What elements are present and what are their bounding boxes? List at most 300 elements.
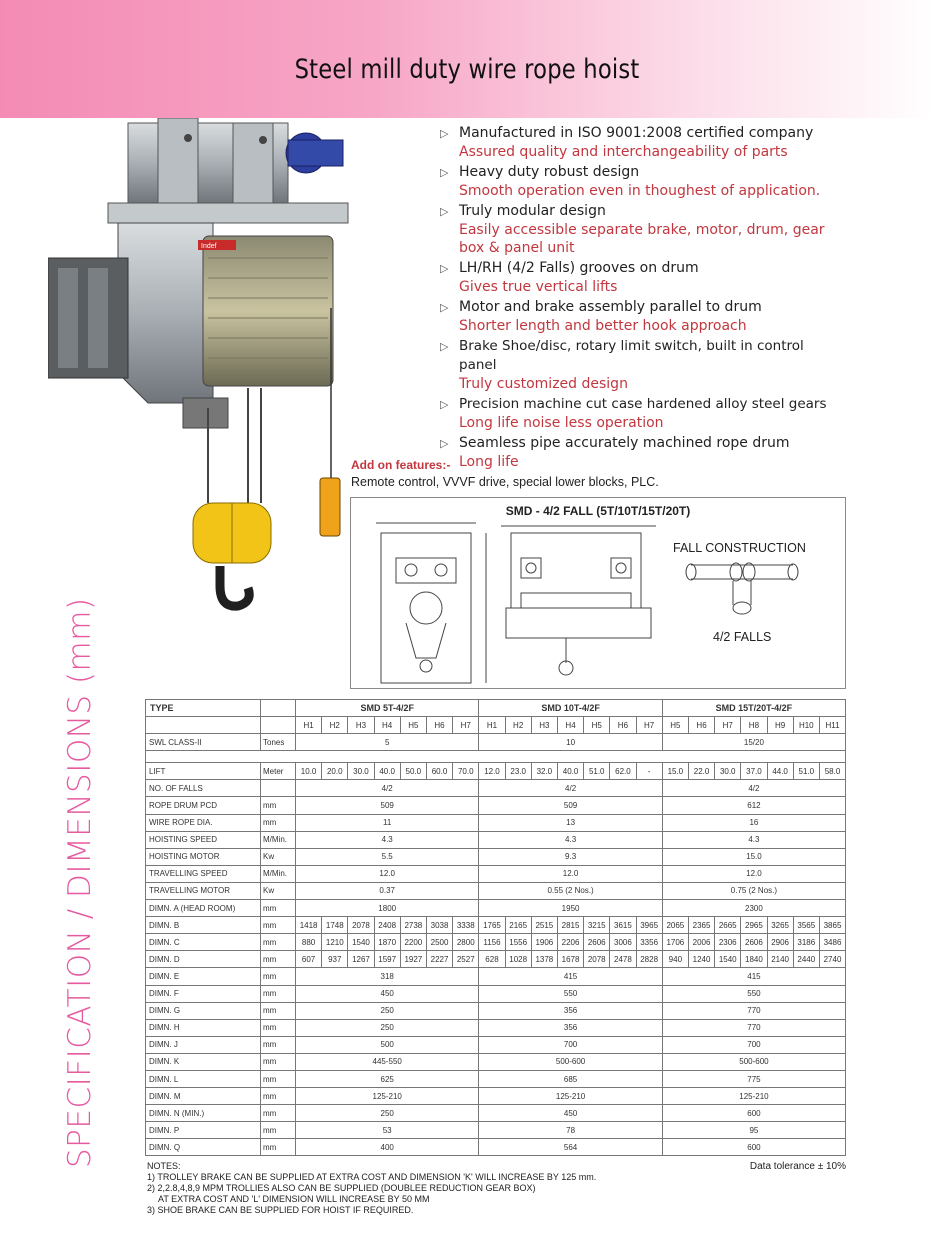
- table-row: [146, 780, 846, 797]
- value-cell: 625: [296, 1070, 479, 1087]
- group-header: SMD 15T/20T-4/2F: [662, 700, 845, 717]
- value-cell: 51.0: [584, 763, 610, 780]
- table-row: [146, 1002, 846, 1019]
- type-header: TYPE: [146, 700, 261, 717]
- table-row: [146, 831, 846, 848]
- feature-list: [440, 124, 840, 473]
- row-label: WIRE ROPE DIA.: [146, 814, 261, 831]
- row-unit: Kw: [261, 882, 296, 899]
- table-row: [146, 968, 846, 985]
- value-cell: 2740: [819, 951, 845, 968]
- value-cell: 3338: [453, 917, 479, 934]
- height-code-header: H8: [741, 717, 767, 734]
- row-unit: M/Min.: [261, 865, 296, 882]
- value-cell: 70.0: [453, 763, 479, 780]
- value-cell: 12.0: [479, 763, 505, 780]
- value-cell: 509: [296, 797, 479, 814]
- value-cell: 775: [662, 1070, 845, 1087]
- table-subheader-row: [146, 717, 846, 734]
- side-title: SPECIFICATION / DIMENSIONS (mm): [62, 597, 98, 1168]
- table-row: [146, 1019, 846, 1036]
- triangle-bullet-icon: ▷: [440, 128, 449, 140]
- fall-construction-drawing: [681, 560, 811, 620]
- row-label: DIMN. M: [146, 1088, 261, 1105]
- value-cell: 318: [296, 968, 479, 985]
- row-label: NO. OF FALLS: [146, 780, 261, 797]
- value-cell: 1870: [374, 934, 400, 951]
- feature-item: [440, 124, 840, 161]
- value-cell: 1950: [479, 900, 662, 917]
- value-cell: 2300: [662, 900, 845, 917]
- row-unit: mm: [261, 1002, 296, 1019]
- value-cell: 125-210: [479, 1088, 662, 1105]
- feature-item: [440, 298, 840, 335]
- value-cell: -: [636, 763, 662, 780]
- value-cell: 62.0: [610, 763, 636, 780]
- value-cell: 1748: [322, 917, 348, 934]
- value-cell: 10: [479, 734, 662, 751]
- feature-title: Truly modular design: [459, 203, 606, 219]
- note-line: 1) TROLLEY BRAKE CAN BE SUPPLIED AT EXTRA COST AND DIMENSION 'K' WILL INCREASE BY 125 mm.: [147, 1172, 597, 1182]
- height-code-header: H7: [636, 717, 662, 734]
- feature-title: Heavy duty robust design: [459, 164, 640, 180]
- value-cell: 2078: [584, 951, 610, 968]
- row-label: HOISTING MOTOR: [146, 848, 261, 865]
- table-row: [146, 1053, 846, 1070]
- row-unit: mm: [261, 1105, 296, 1122]
- height-code-header: H10: [793, 717, 819, 734]
- table-row: [146, 951, 846, 968]
- subheader-blank: [261, 717, 296, 734]
- value-cell: 612: [662, 797, 845, 814]
- value-cell: 50.0: [400, 763, 426, 780]
- triangle-bullet-icon: ▷: [440, 341, 449, 353]
- page-title: Steel mill duty wire rope hoist: [294, 54, 640, 85]
- value-cell: 2800: [453, 934, 479, 951]
- value-cell: 700: [479, 1036, 662, 1053]
- height-code-header: H5: [662, 717, 688, 734]
- value-cell: 11: [296, 814, 479, 831]
- value-cell: 1210: [322, 934, 348, 951]
- dimension-diagram: [350, 497, 846, 689]
- row-unit: [261, 780, 296, 797]
- value-cell: 125-210: [296, 1088, 479, 1105]
- row-unit: mm: [261, 1036, 296, 1053]
- value-cell: 685: [479, 1070, 662, 1087]
- row-unit: Meter: [261, 763, 296, 780]
- fall-construction-title: FALL CONSTRUCTION: [673, 541, 806, 555]
- hoist-product-image: [48, 118, 368, 618]
- value-cell: 445-550: [296, 1053, 479, 1070]
- value-cell: 2165: [505, 917, 531, 934]
- row-unit: mm: [261, 1053, 296, 1070]
- value-cell: 1678: [557, 951, 583, 968]
- value-cell: 15.0: [662, 763, 688, 780]
- feature-benefit: Gives true vertical lifts: [459, 279, 618, 295]
- table-row: [146, 763, 846, 780]
- value-cell: 44.0: [767, 763, 793, 780]
- table-row: [146, 734, 846, 751]
- value-cell: 1706: [662, 934, 688, 951]
- value-cell: 2200: [400, 934, 426, 951]
- value-cell: 13: [479, 814, 662, 831]
- table-row: [146, 1070, 846, 1087]
- value-cell: 2140: [767, 951, 793, 968]
- row-label: ROPE DRUM PCD: [146, 797, 261, 814]
- value-cell: 4.3: [479, 831, 662, 848]
- fall-construction-label: 4/2 FALLS: [713, 630, 772, 644]
- value-cell: 500: [296, 1036, 479, 1053]
- triangle-bullet-icon: ▷: [440, 167, 449, 179]
- value-cell: 3006: [610, 934, 636, 951]
- value-cell: 2515: [531, 917, 557, 934]
- value-cell: 2815: [557, 917, 583, 934]
- hoist-trolley-frame: [128, 118, 288, 213]
- table-row: [146, 934, 846, 951]
- value-cell: 250: [296, 1002, 479, 1019]
- value-cell: 30.0: [348, 763, 374, 780]
- row-unit: mm: [261, 797, 296, 814]
- feature-item: [440, 395, 840, 432]
- row-label: DIMN. E: [146, 968, 261, 985]
- triangle-bullet-icon: ▷: [440, 302, 449, 314]
- value-cell: 550: [662, 985, 845, 1002]
- row-label: DIMN. K: [146, 1053, 261, 1070]
- value-cell: 2440: [793, 951, 819, 968]
- row-unit: mm: [261, 1019, 296, 1036]
- row-label: DIMN. C: [146, 934, 261, 951]
- value-cell: 628: [479, 951, 505, 968]
- table-row: [146, 865, 846, 882]
- value-cell: 58.0: [819, 763, 845, 780]
- value-cell: 2078: [348, 917, 374, 934]
- value-cell: 1927: [400, 951, 426, 968]
- row-label: SWL CLASS-II: [146, 734, 261, 751]
- height-code-header: H9: [767, 717, 793, 734]
- value-cell: 1418: [296, 917, 322, 934]
- feature-benefit: Smooth operation even in thoughest of application.: [459, 183, 821, 199]
- value-cell: 4/2: [296, 780, 479, 797]
- value-cell: 400: [296, 1139, 479, 1156]
- height-code-header: H1: [479, 717, 505, 734]
- height-code-header: H6: [610, 717, 636, 734]
- height-code-header: H6: [688, 717, 714, 734]
- row-unit: mm: [261, 814, 296, 831]
- row-label: DIMN. H: [146, 1019, 261, 1036]
- row-label: DIMN. L: [146, 1070, 261, 1087]
- table-row: [146, 1139, 846, 1156]
- value-cell: 9.3: [479, 848, 662, 865]
- value-cell: 78: [479, 1122, 662, 1139]
- feature-item: [440, 259, 840, 296]
- feature-title: Motor and brake assembly parallel to drum: [459, 299, 762, 315]
- value-cell: 0.55 (2 Nos.): [479, 882, 662, 899]
- value-cell: 12.0: [296, 865, 479, 882]
- unit-header: [261, 700, 296, 717]
- value-cell: 940: [662, 951, 688, 968]
- value-cell: 40.0: [557, 763, 583, 780]
- value-cell: 600: [662, 1139, 845, 1156]
- height-code-header: H7: [715, 717, 741, 734]
- specification-table: [145, 699, 846, 1156]
- table-row: [146, 797, 846, 814]
- value-cell: 1906: [531, 934, 557, 951]
- value-cell: 2606: [741, 934, 767, 951]
- value-cell: 1378: [531, 951, 557, 968]
- table-row: [146, 751, 846, 763]
- value-cell: 770: [662, 1019, 845, 1036]
- value-cell: 4/2: [479, 780, 662, 797]
- brand-plate: Indef: [201, 243, 217, 250]
- value-cell: 4.3: [662, 831, 845, 848]
- value-cell: 700: [662, 1036, 845, 1053]
- row-unit: mm: [261, 951, 296, 968]
- row-label: DIMN. F: [146, 985, 261, 1002]
- diagram-title: SMD - 4/2 FALL (5T/10T/15T/20T): [505, 504, 691, 518]
- value-cell: 2965: [741, 917, 767, 934]
- value-cell: 1597: [374, 951, 400, 968]
- value-cell: 51.0: [793, 763, 819, 780]
- value-cell: 3356: [636, 934, 662, 951]
- value-cell: 250: [296, 1019, 479, 1036]
- row-unit: mm: [261, 934, 296, 951]
- note-line: AT EXTRA COST AND 'L' DIMENSION WILL INCREASE BY 50 MM: [158, 1194, 430, 1204]
- value-cell: 1156: [479, 934, 505, 951]
- value-cell: 2606: [584, 934, 610, 951]
- value-cell: 250: [296, 1105, 479, 1122]
- row-unit: mm: [261, 1088, 296, 1105]
- value-cell: 500-600: [662, 1053, 845, 1070]
- row-label: TRAVELLING SPEED: [146, 865, 261, 882]
- height-code-header: H2: [505, 717, 531, 734]
- value-cell: 3215: [584, 917, 610, 934]
- header-banner: [0, 0, 934, 118]
- height-code-header: H5: [584, 717, 610, 734]
- value-cell: 15.0: [662, 848, 845, 865]
- bottom-block: [193, 503, 271, 606]
- value-cell: 607: [296, 951, 322, 968]
- feature-benefit: Long life: [459, 454, 519, 470]
- value-cell: 2500: [426, 934, 452, 951]
- row-unit: mm: [261, 1070, 296, 1087]
- value-cell: 564: [479, 1139, 662, 1156]
- feature-benefit: Easily accessible separate brake, motor, drum, gear box & panel unit: [459, 222, 825, 256]
- row-unit: mm: [261, 1139, 296, 1156]
- value-cell: 0.37: [296, 882, 479, 899]
- value-cell: 12.0: [662, 865, 845, 882]
- value-cell: 53: [296, 1122, 479, 1139]
- feature-title: LH/RH (4/2 Falls) grooves on drum: [459, 260, 699, 276]
- triangle-bullet-icon: ▷: [440, 206, 449, 218]
- subheader-blank: [146, 717, 261, 734]
- row-label: DIMN. P: [146, 1122, 261, 1139]
- value-cell: 22.0: [688, 763, 714, 780]
- group-header: SMD 10T-4/2F: [479, 700, 662, 717]
- value-cell: 0.75 (2 Nos.): [662, 882, 845, 899]
- value-cell: 40.0: [374, 763, 400, 780]
- table-body: [146, 734, 846, 1156]
- value-cell: 1840: [741, 951, 767, 968]
- note-line: 2) 2,2.8,4,8,9 MPM TROLLIES ALSO CAN BE SUPPLIED (DOUBLEE REDUCTION GEAR BOX): [147, 1183, 536, 1193]
- value-cell: 4.3: [296, 831, 479, 848]
- row-label: DIMN. Q: [146, 1139, 261, 1156]
- height-code-header: H6: [426, 717, 452, 734]
- value-cell: 95: [662, 1122, 845, 1139]
- value-cell: 1556: [505, 934, 531, 951]
- hoist-drawing: [371, 518, 661, 688]
- value-cell: 770: [662, 1002, 845, 1019]
- row-unit: M/Min.: [261, 831, 296, 848]
- value-cell: 32.0: [531, 763, 557, 780]
- row-label: TRAVELLING MOTOR: [146, 882, 261, 899]
- height-code-header: H11: [819, 717, 845, 734]
- addon-title: Add on features:-: [351, 458, 451, 472]
- value-cell: 450: [479, 1105, 662, 1122]
- value-cell: 3965: [636, 917, 662, 934]
- feature-title: Seamless pipe accurately machined rope drum: [459, 435, 790, 451]
- row-unit: mm: [261, 985, 296, 1002]
- value-cell: 60.0: [426, 763, 452, 780]
- row-label: DIMN. G: [146, 1002, 261, 1019]
- value-cell: 23.0: [505, 763, 531, 780]
- group-header: SMD 5T-4/2F: [296, 700, 479, 717]
- value-cell: 20.0: [322, 763, 348, 780]
- value-cell: 3565: [793, 917, 819, 934]
- table-row: [146, 814, 846, 831]
- value-cell: 3486: [819, 934, 845, 951]
- value-cell: 3615: [610, 917, 636, 934]
- value-cell: 415: [662, 968, 845, 985]
- row-label: DIMN. N (MIN.): [146, 1105, 261, 1122]
- value-cell: 415: [479, 968, 662, 985]
- value-cell: 4/2: [662, 780, 845, 797]
- table-row: [146, 1088, 846, 1105]
- feature-benefit: Assured quality and interchangeability of parts: [459, 144, 788, 160]
- value-cell: 3865: [819, 917, 845, 934]
- value-cell: 2065: [662, 917, 688, 934]
- table-row: [146, 848, 846, 865]
- feature-benefit: Shorter length and better hook approach: [459, 318, 747, 334]
- value-cell: 2665: [715, 917, 741, 934]
- spacer-cell: [146, 751, 846, 763]
- travel-motor: [286, 133, 343, 173]
- value-cell: 3186: [793, 934, 819, 951]
- value-cell: 1765: [479, 917, 505, 934]
- table-row: [146, 900, 846, 917]
- row-label: LIFT: [146, 763, 261, 780]
- value-cell: 3038: [426, 917, 452, 934]
- value-cell: 2227: [426, 951, 452, 968]
- row-unit: Kw: [261, 848, 296, 865]
- value-cell: 1267: [348, 951, 374, 968]
- value-cell: 1800: [296, 900, 479, 917]
- value-cell: 2006: [688, 934, 714, 951]
- feature-item: [440, 337, 840, 393]
- hoist-body: [48, 203, 348, 428]
- value-cell: 600: [662, 1105, 845, 1122]
- value-cell: 1240: [688, 951, 714, 968]
- row-unit: mm: [261, 917, 296, 934]
- table-row: [146, 882, 846, 899]
- value-cell: 30.0: [715, 763, 741, 780]
- row-label: DIMN. A (HEAD ROOM): [146, 900, 261, 917]
- row-label: DIMN. J: [146, 1036, 261, 1053]
- value-cell: 356: [479, 1019, 662, 1036]
- value-cell: 509: [479, 797, 662, 814]
- height-code-header: H2: [322, 717, 348, 734]
- height-code-header: H4: [557, 717, 583, 734]
- value-cell: 1540: [348, 934, 374, 951]
- value-cell: 2478: [610, 951, 636, 968]
- height-code-header: H4: [374, 717, 400, 734]
- value-cell: 500-600: [479, 1053, 662, 1070]
- feature-benefit: Long life noise less operation: [459, 415, 664, 431]
- row-unit: mm: [261, 968, 296, 985]
- row-unit: mm: [261, 1122, 296, 1139]
- value-cell: 2906: [767, 934, 793, 951]
- feature-title: Precision machine cut case hardened alloy steel gears: [459, 396, 827, 412]
- table-header-row: [146, 700, 846, 717]
- row-label: DIMN. B: [146, 917, 261, 934]
- triangle-bullet-icon: ▷: [440, 399, 449, 411]
- feature-benefit: Truly customized design: [459, 376, 628, 392]
- table-row: [146, 1122, 846, 1139]
- value-cell: 937: [322, 951, 348, 968]
- triangle-bullet-icon: ▷: [440, 263, 449, 275]
- table-row: [146, 1036, 846, 1053]
- value-cell: 356: [479, 1002, 662, 1019]
- feature-title: Manufactured in ISO 9001:2008 certified company: [459, 125, 814, 141]
- value-cell: 125-210: [662, 1088, 845, 1105]
- value-cell: 2738: [400, 917, 426, 934]
- row-label: HOISTING SPEED: [146, 831, 261, 848]
- feature-item: [440, 163, 840, 200]
- value-cell: 2408: [374, 917, 400, 934]
- value-cell: 2527: [453, 951, 479, 968]
- value-cell: 3265: [767, 917, 793, 934]
- notes-heading: NOTES:: [147, 1161, 181, 1171]
- height-code-header: H1: [296, 717, 322, 734]
- feature-item: [440, 434, 840, 471]
- value-cell: 10.0: [296, 763, 322, 780]
- value-cell: 12.0: [479, 865, 662, 882]
- row-unit: mm: [261, 900, 296, 917]
- value-cell: 37.0: [741, 763, 767, 780]
- value-cell: 16: [662, 814, 845, 831]
- value-cell: 1028: [505, 951, 531, 968]
- table-row: [146, 1105, 846, 1122]
- data-tolerance: Data tolerance ± 10%: [749, 1161, 846, 1172]
- triangle-bullet-icon: ▷: [440, 438, 449, 450]
- height-code-header: H3: [531, 717, 557, 734]
- value-cell: 5: [296, 734, 479, 751]
- height-code-header: H3: [348, 717, 374, 734]
- height-code-header: H7: [453, 717, 479, 734]
- value-cell: 2828: [636, 951, 662, 968]
- value-cell: 1540: [715, 951, 741, 968]
- notes-block: [147, 1161, 847, 1216]
- table-row: [146, 917, 846, 934]
- value-cell: 550: [479, 985, 662, 1002]
- addon-text: Remote control, VVVF drive, special lower blocks, PLC.: [351, 475, 659, 489]
- row-unit: Tones: [261, 734, 296, 751]
- value-cell: 5.5: [296, 848, 479, 865]
- feature-title: Brake Shoe/disc, rotary limit switch, built in control panel: [459, 338, 804, 373]
- value-cell: 15/20: [662, 734, 845, 751]
- feature-item: [440, 202, 840, 257]
- value-cell: 2365: [688, 917, 714, 934]
- row-label: DIMN. D: [146, 951, 261, 968]
